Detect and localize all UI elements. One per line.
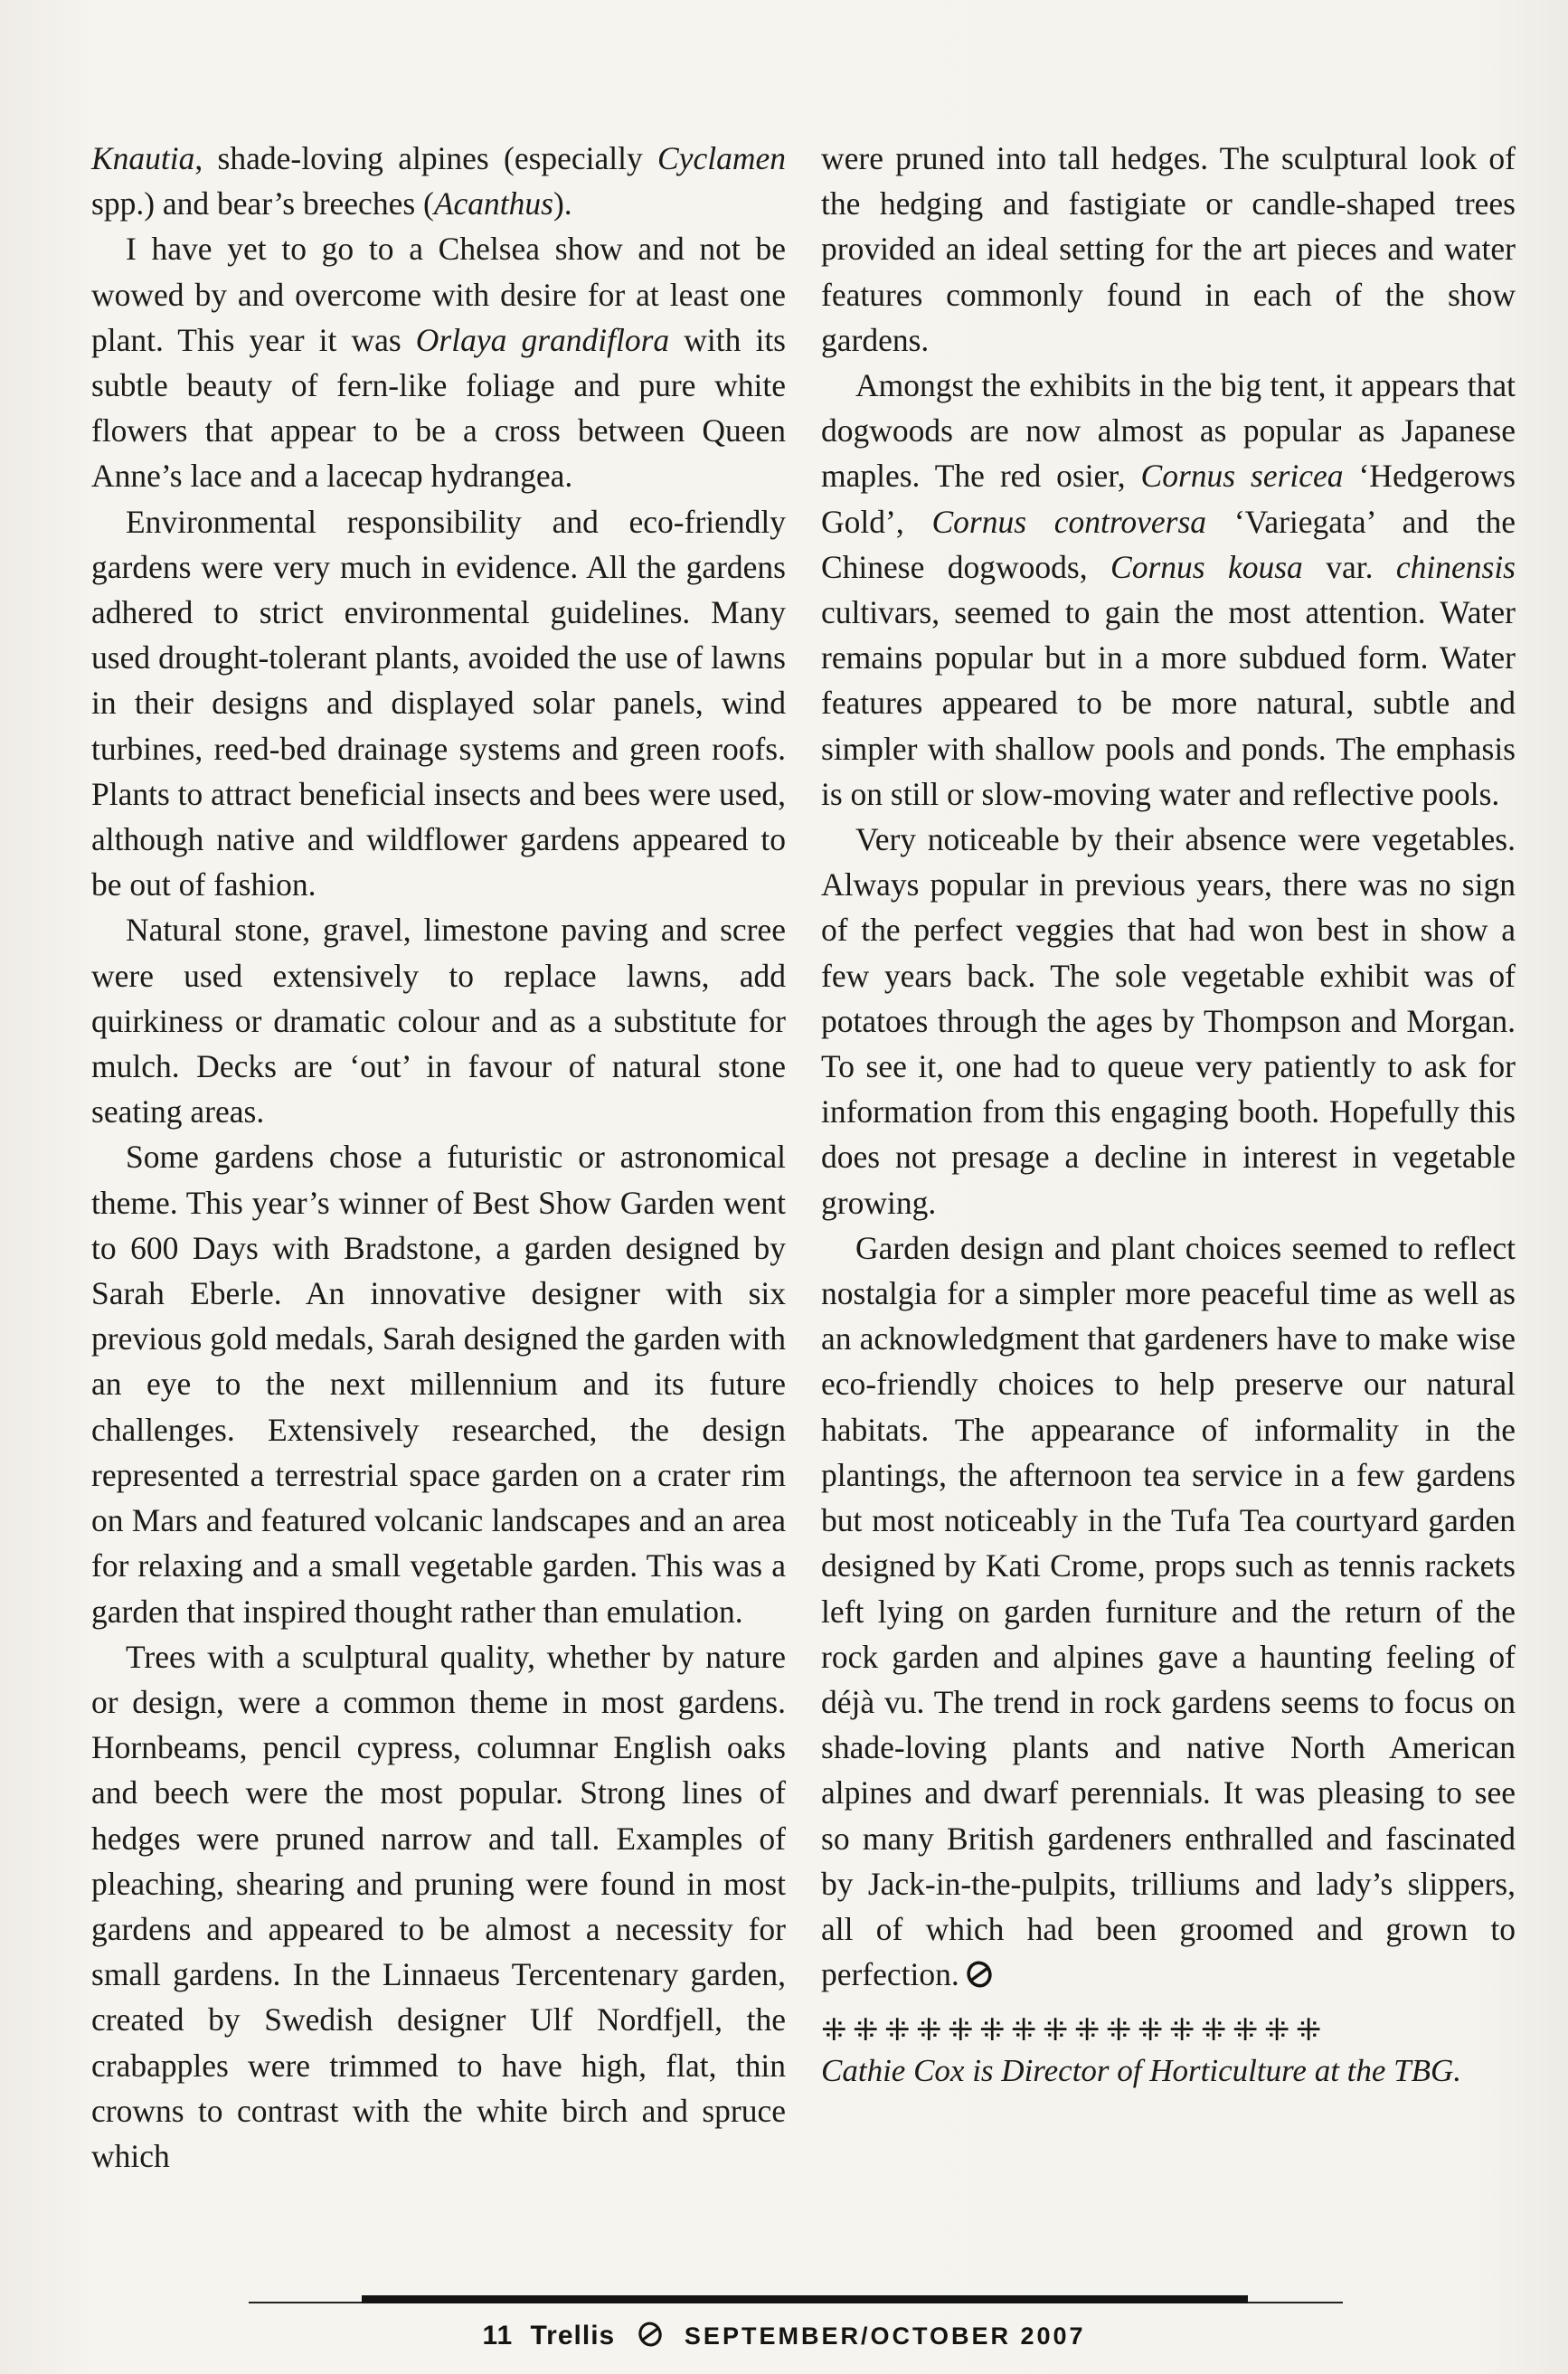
text-run: Trees with a sculptural quality, whether by nature or design, were a common theme in most gardens. Hornbeams, pencil cypress, columnar English oaks and beech were the most popular. Strong lines of hedges were pruned narrow and tall. Examples of pleaching, shearing and pruning were found in most gardens and appeared to be almost a necessity for small gardens. In the Linnaeus Tercentenary garden, created by Swedish designer Ulf Nordfjell, the crabapples were trimmed to have high, flat, thin crowns to contrast with the white birch and spruce which [91,1638,786,2174]
italic-term: Acanthus [433,185,553,222]
paragraph [821,363,1516,817]
paragraph [91,1134,786,1633]
text-run: I have yet to go to a Chelsea show and not be wowed by and overcome with desire for at least one plant. This year it was [91,231,786,358]
text-run: Garden design and plant choices seemed to reflect nostalgia for a simpler more peaceful time as well as an acknowledgment that gardeners have to make wise eco-friendly choices to help preserve our natural habitats. The appearance of informality in the plantings, the afternoon tea service in a few gardens but most noticeably in the Tufa Tea courtyard garden designed by Kati Crome, props such as tennis rackets left lying on garden furniture and the return of the rock garden and alpines gave a haunting feeling of déjà vu. The trend in rock gardens seems to focus on shade-loving plants and native North American alpines and dwarf perennials. It was pleasing to see so many British gardeners enthralled and fascinated by Jack-in-the-pulpits, trilliums and lady’s slippers, all of which had been groomed and grown to perfection. [821,1229,1516,1993]
trellis-logo-icon [637,2321,664,2348]
text-run: ‘Hedgerows Gold’, [821,458,1516,540]
italic-term: chinensis [1395,548,1516,585]
right-column-body [821,136,1516,1997]
paragraph [821,1225,1516,1997]
italic-term: Orlaya grandiflora [415,321,670,358]
paragraph [91,136,786,226]
paragraph [821,817,1516,1225]
text-run: with its subtle beauty of fern-like foliage and pure white flowers that appear to be a cross between Queen Anne’s lace and a lacecap hydrangea. [91,321,786,495]
italic-term: Cyclamen [657,140,786,176]
text-run: Environmental responsibility and eco-friendly gardens were very much in evidence. All the gardens adhered to strict environmental guidelines. Many used drought-tolerant plants, avoided the use of lawns in their designs and displayed solar panels, wind turbines, reed-bed drainage systems and green roofs. Plants to attract beneficial insects and bees were used, although native and wildflower gardens appeared to be out of fashion. [91,503,786,903]
page-number: 11 [482,2321,514,2350]
paragraph [91,1634,786,2179]
text-run: cultivars, seemed to gain the most attention. Water remains popular but in a more subdued form. Water features appeared to be more natural, subtle and simpler with shallow pools and ponds. The emphasis is on still or slow-moving water and reflective pools. [821,594,1516,812]
italic-term: Cornus controversa [931,503,1207,540]
author-note: Cathie Cox is Director of Horticulture at the TBG. [821,2053,1462,2089]
publication-name: Trellis [530,2321,616,2350]
italic-term: Knautia [91,140,195,176]
footer-rule-bar [362,2295,1248,2303]
end-of-article-icon [965,1960,994,1989]
text-run: ). [553,185,572,222]
text-run: Amongst the exhibits in the big tent, it appears that dogwoods are now almost as popular as Japanese maples. The red osier, [821,367,1516,495]
paragraph [821,136,1516,363]
section-divider: ⁜⁜⁜⁜⁜⁜⁜⁜⁜⁜⁜⁜⁜⁜⁜⁜ [821,2014,1327,2048]
text-run: Very noticeable by their absence were vegetables. Always popular in previous years, there was no sign of the perfect veggies that had won best in show a few years back. The sole vegetable exhibit was of potatoes through the ages by Thompson and Morgan. To see it, one had to queue very patiently to ask for information from this engaging booth. Hopefully this does not presage a decline in interest in vegetable growing. [821,821,1516,1221]
italic-term: Cornus sericea [1140,458,1344,495]
text-run: Some gardens chose a futuristic or astronomical theme. This year’s winner of Best Show Garden went to 600 Days with Bradstone, a garden designed by Sarah Eberle. An innovative designer with six previous gold medals, Sarah designed the garden with an eye to the next millennium and its future challenges. Extensively researched, the design represented a terrestrial space garden on a crater rim on Mars and featured volcanic landscapes and an area for relaxing and a small vegetable garden. This was a garden that inspired thought rather than emulation. [91,1139,786,1630]
right-column [821,136,1516,2093]
text-run: , shade-loving alpines (especially [194,140,658,176]
issue-date: SEPTEMBER/OCTOBER 2007 [684,2322,1086,2350]
italic-term: Cornus kousa [1110,548,1303,585]
text-run: were pruned into tall hedges. The sculptural look of the hedging and fastigiate or candle-shaped trees provided an ideal setting for the art pieces and water features commonly found in each of the show gardens. [821,140,1516,358]
text-run: ‘Variegata’ and the Chinese dogwoods, [821,503,1516,585]
text-run: Natural stone, gravel, limestone paving and scree were used extensively to replace lawns, add quirkiness or dramatic colour and as a substitute for mulch. Decks are ‘out’ in favour of natural stone seating areas. [91,912,786,1130]
text-run: spp.) and bear’s breeches ( [91,185,434,222]
paragraph [91,907,786,1134]
page-footer [0,2321,1568,2351]
text-run: var. [1302,548,1396,585]
paragraph [91,226,786,498]
paragraph [91,499,786,908]
left-column [91,136,786,2179]
